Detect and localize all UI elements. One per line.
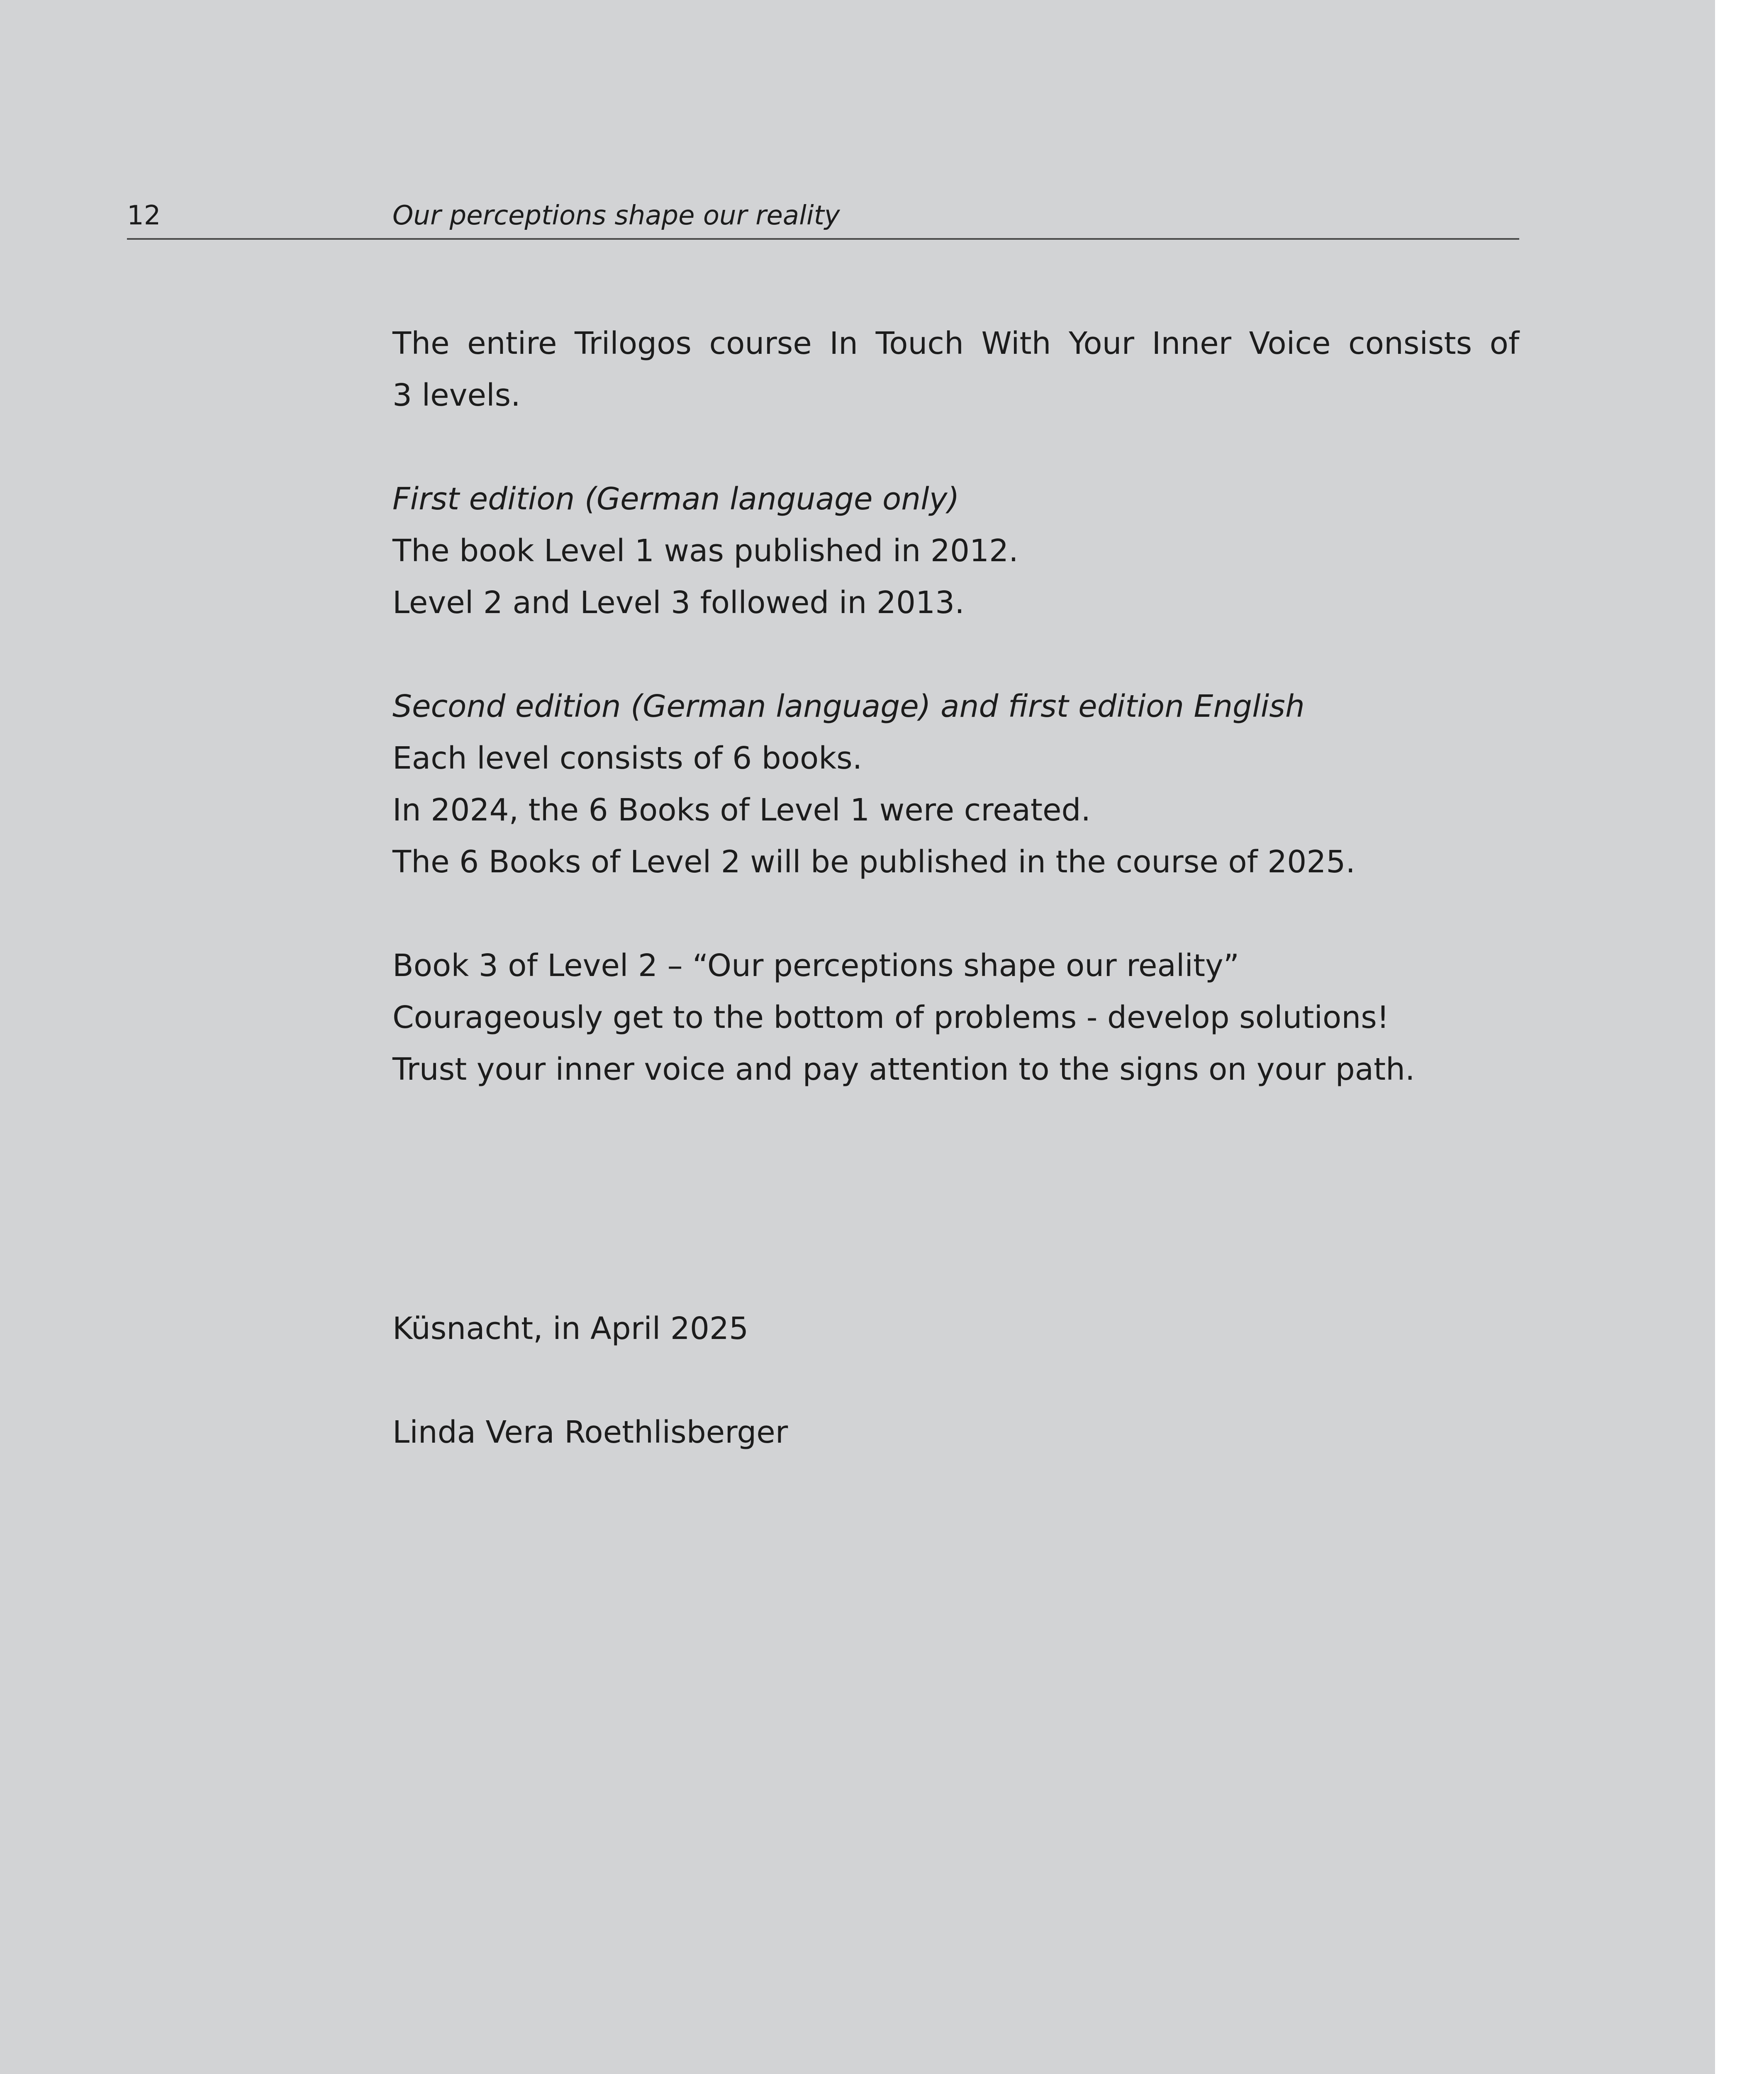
running-title: Our perceptions shape our reality xyxy=(392,200,840,231)
second-edition-heading: Second edition (German language) and first edition English xyxy=(392,689,1305,724)
book-info-line: Book 3 of Level 2 – “Our perceptions shape our reality” xyxy=(392,948,1240,983)
intro-line-2: 3 levels. xyxy=(392,377,521,413)
page-body xyxy=(392,318,1519,1458)
intro-line-1: The entire Trilogos course In Touch With Your Inner Voice consists of xyxy=(392,326,1519,361)
second-edition-line: In 2024, the 6 Books of Level 1 were created. xyxy=(392,792,1091,828)
page-margin xyxy=(1715,0,1764,2074)
first-edition-heading: First edition (German language only) xyxy=(392,481,960,517)
place-date: Küsnacht, in April 2025 xyxy=(392,1311,749,1346)
first-edition-line: The book Level 1 was published in 2012. xyxy=(392,533,1018,569)
paragraph-spacer xyxy=(392,1095,1519,1303)
second-edition-line: The 6 Books of Level 2 will be published in the course of 2025. xyxy=(392,844,1356,880)
paragraph-spacer xyxy=(392,888,1519,940)
paragraph-spacer xyxy=(392,629,1519,681)
page-header xyxy=(127,195,1519,240)
paragraph-spacer xyxy=(392,1355,1519,1407)
book-info-line: Trust your inner voice and pay attention to the signs on your path. xyxy=(392,1052,1415,1087)
paragraph-spacer xyxy=(392,421,1519,473)
second-edition-line: Each level consists of 6 books. xyxy=(392,740,863,776)
page-number: 12 xyxy=(127,200,161,231)
first-edition-line: Level 2 and Level 3 followed in 2013. xyxy=(392,585,965,621)
author-name: Linda Vera Roethlisberger xyxy=(392,1414,788,1450)
book-info-line: Courageously get to the bottom of problems - develop solutions! xyxy=(392,1000,1389,1035)
